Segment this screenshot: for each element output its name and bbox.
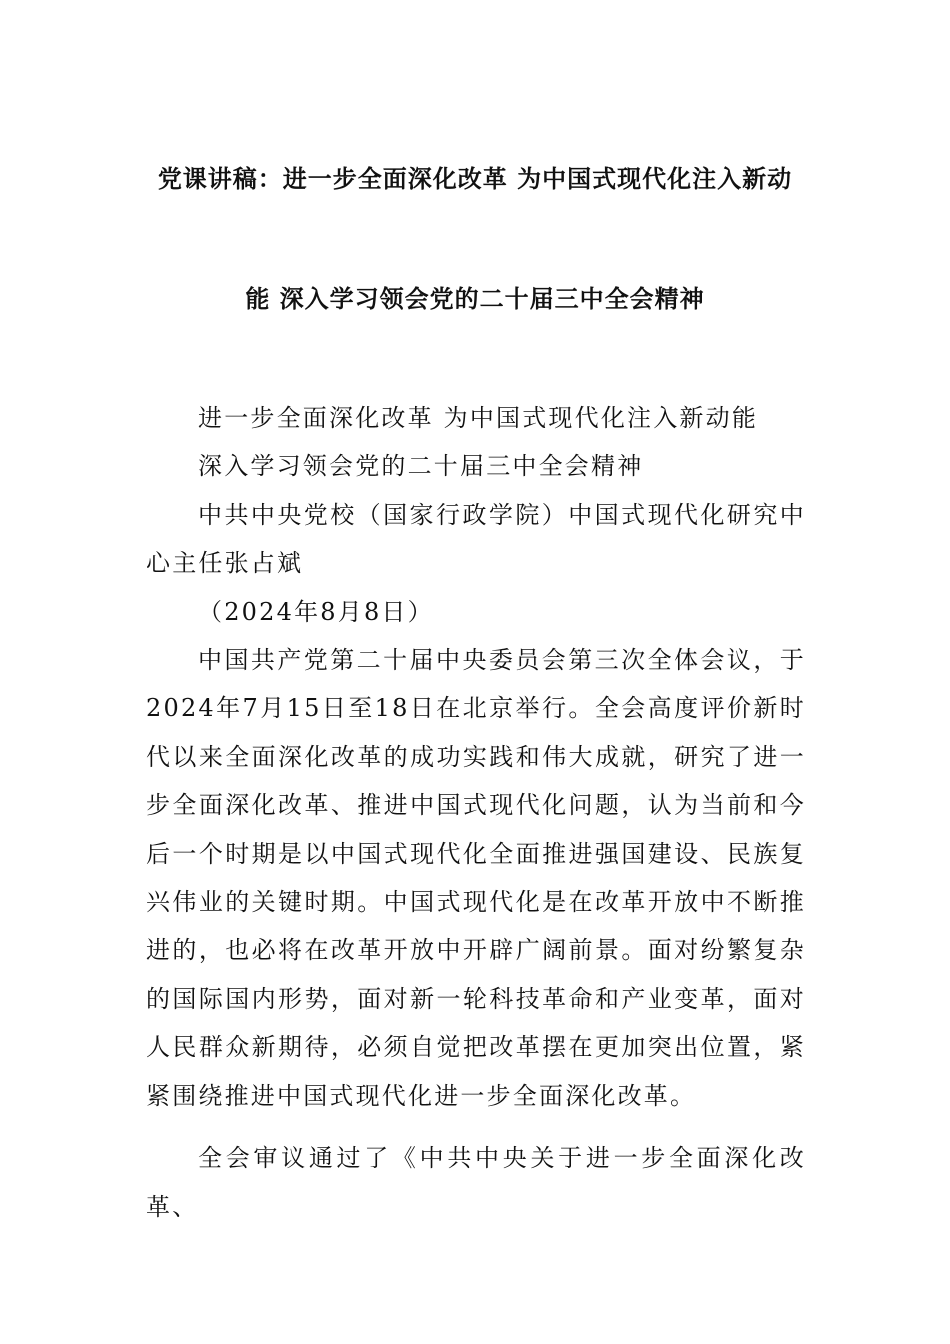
document-title-line-1: 党课讲稿：进一步全面深化改革 为中国式现代化注入新动 [157,165,793,193]
subtitle-line-2: 深入学习领会党的二十届三中全会精神 [198,452,644,481]
body-paragraph-1: 中国共产党第二十届中央委员会第三次全体会议，于2024年7月15日至18日在北京举行。全会高度评价新时代以来全面深化改革的成功实践和伟大成就，研究了进一步全面深化改革、推进中国式现代化问题，认为当前和今后一个时期是以中国式现代化全面推进强国建设、民族复兴伟业的关键时期。中国式现代化是在改革开放中不断推进的，也必将在改革开放中开辟广阔前景。面对纷繁复杂的国际国内形势，面对新一轮科技革命和产业变革，面对人民群众新期待，必须自觉把改革摆在更加突出位置，紧紧围绕推进中国式现代化进一步全面深化改革。 [146,646,806,1110]
document-title-line-2: 能 深入学习领会党的二十届三中全会精神 [245,285,705,313]
subtitle-line-1: 进一步全面深化改革 为中国式现代化注入新动能 [198,404,759,432]
date-line: （2024年8月8日） [198,597,434,626]
body-paragraph-2: 全会审议通过了《中共中央关于进一步全面深化改革、 [146,1144,806,1221]
author-line: 中共中央党校（国家行政学院）中国式现代化研究中心主任张占斌 [146,500,806,578]
document-body [146,394,806,1231]
